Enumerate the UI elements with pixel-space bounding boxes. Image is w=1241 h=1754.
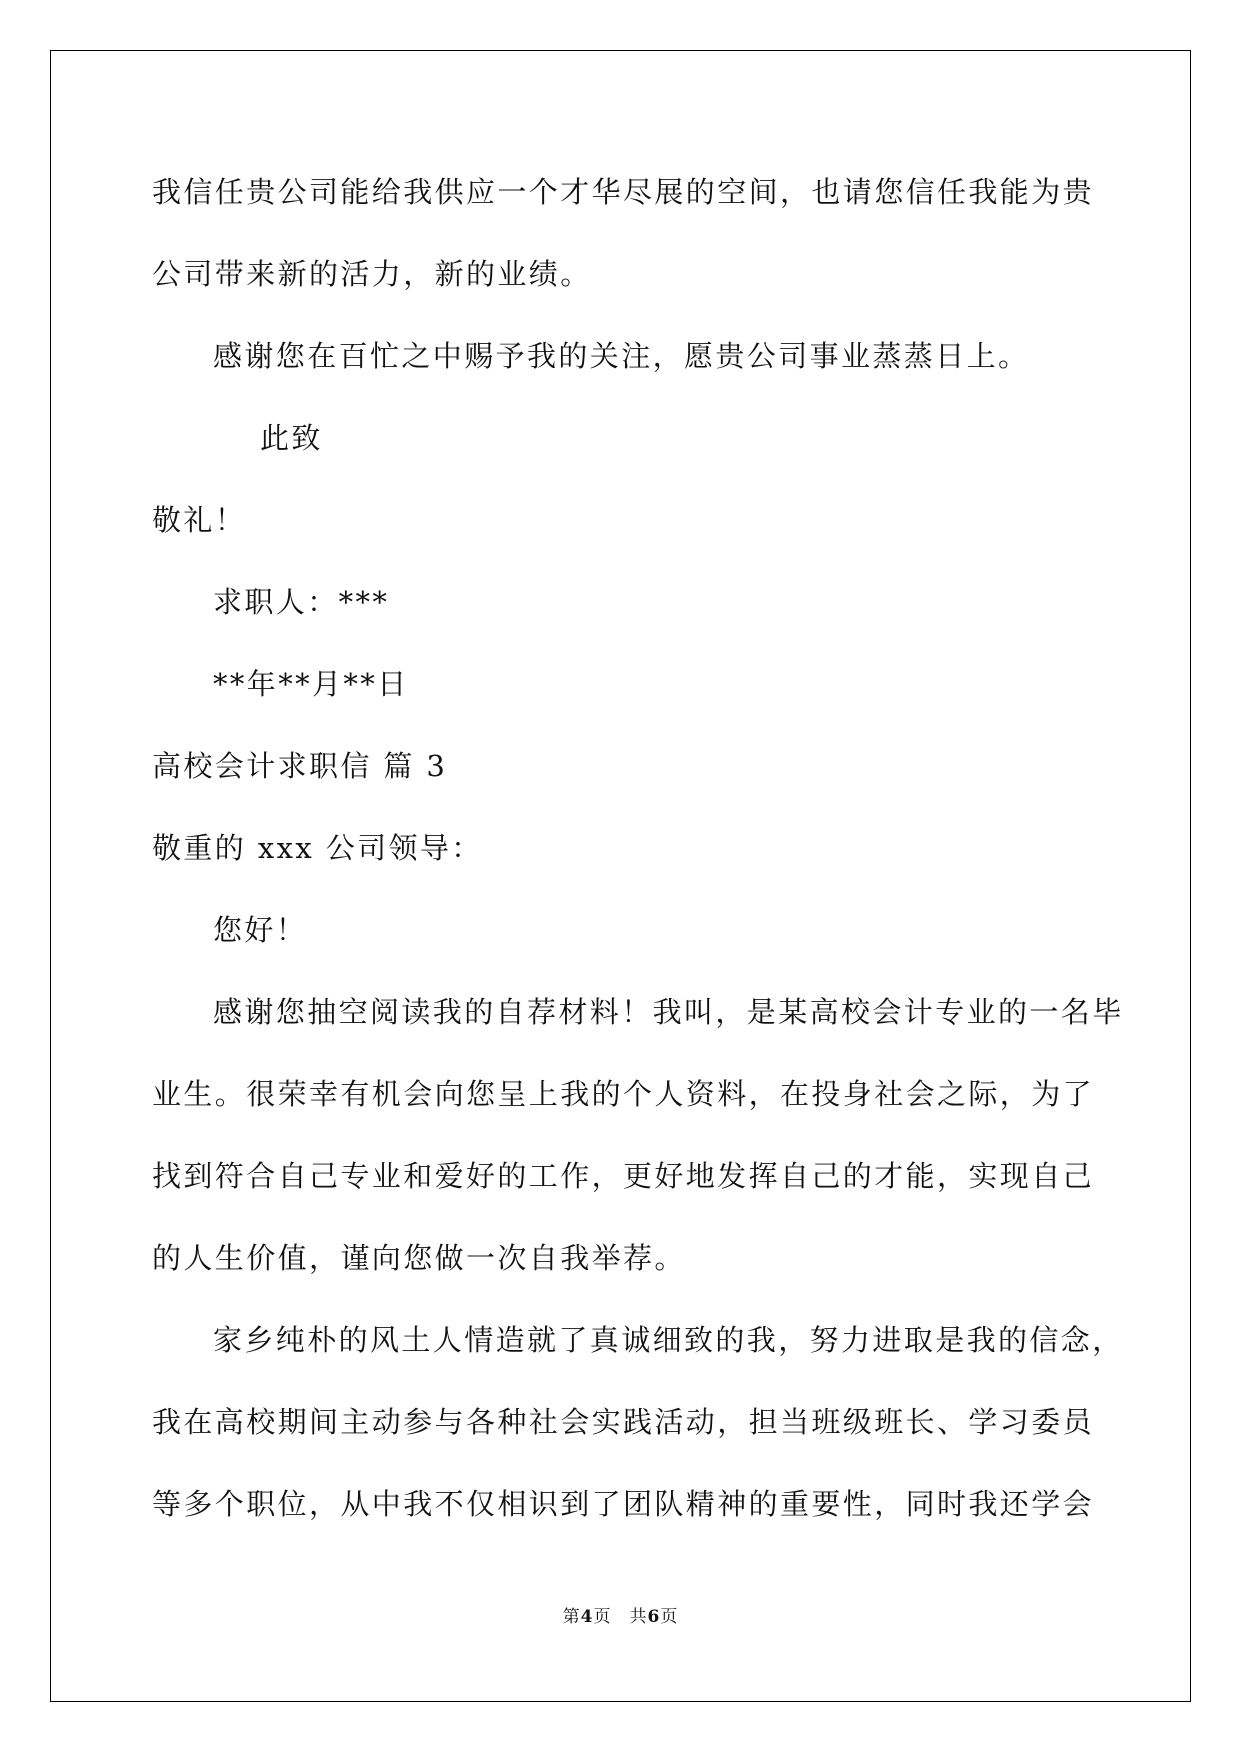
text-line: 找到符合自己专业和爱好的工作，更好地发挥自己的才能，实现自己 [152, 1159, 1095, 1193]
text-line: 感谢您抽空阅读我的自荐材料！我叫，是某高校会计专业的一名毕 [213, 995, 1124, 1029]
text-line: 我信任贵公司能给我供应一个才华尽展的空间，也请您信任我能为贵 [152, 175, 1095, 209]
section-heading: 高校会计求职信 篇 3 [152, 749, 448, 783]
text-line: 的人生价值，谨向您做一次自我举荐。 [152, 1241, 686, 1275]
greeting: 敬重的 xxx 公司领导： [152, 831, 483, 865]
page-footer [0, 1602, 1241, 1627]
closing-regards: 敬礼！ [152, 503, 247, 537]
page-border [50, 50, 1191, 1702]
closing-salutation: 此致 [260, 421, 323, 455]
text-line: 公司带来新的活力，新的业绩。 [152, 257, 592, 291]
footer-suffix: 页 [660, 1607, 679, 1627]
applicant-name: 求职人：*** [213, 585, 390, 619]
text-line: 业生。很荣幸有机会向您呈上我的个人资料，在投身社会之际，为了 [152, 1077, 1095, 1111]
current-page-number: 4 [580, 1607, 594, 1627]
letter-date: **年**月**日 [213, 667, 409, 701]
text-line: 家乡纯朴的风土人情造就了真诚细致的我，努力进取是我的信念， [213, 1323, 1124, 1357]
footer-mid: 页 共 [593, 1607, 648, 1627]
text-line: 感谢您在百忙之中赐予我的关注，愿贵公司事业蒸蒸日上。 [213, 339, 1030, 373]
total-pages-number: 6 [647, 1607, 661, 1627]
text-line: 我在高校期间主动参与各种社会实践活动，担当班级班长、学习委员 [152, 1405, 1095, 1439]
greeting-hello: 您好！ [213, 913, 308, 947]
text-line: 等多个职位，从中我不仅相识到了团队精神的重要性，同时我还学会 [152, 1487, 1095, 1521]
footer-prefix: 第 [562, 1607, 581, 1627]
